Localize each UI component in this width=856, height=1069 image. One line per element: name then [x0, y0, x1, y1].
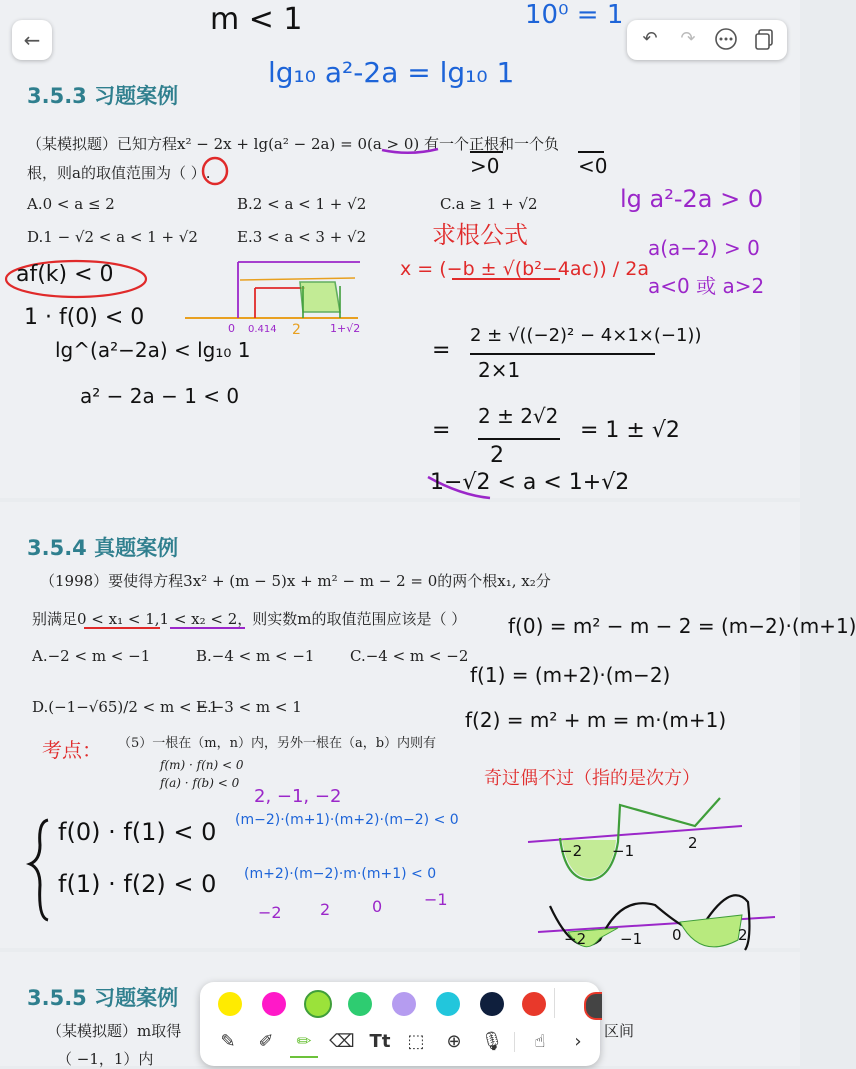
ink-note: −1	[424, 890, 448, 909]
ink-note: f(0) · f(1) < 0	[58, 818, 217, 846]
ink-note: 2, −1, −2	[254, 786, 342, 807]
ink-note: f(1) = (m+2)·(m−2)	[470, 663, 671, 687]
problem-text-tail: 区间	[604, 1022, 635, 1040]
chevron-right-icon[interactable]: ›	[574, 1031, 582, 1052]
graph-label: −2	[560, 842, 583, 860]
option-c: C.−4 < m < −2	[350, 647, 469, 665]
ink-note: 0	[372, 897, 383, 916]
ink-note: =	[432, 418, 451, 443]
option-e: E.−3 < m < 1	[196, 698, 302, 716]
ink-note: f(1) · f(2) < 0	[58, 870, 217, 898]
pen-icon[interactable]: ✎	[220, 1031, 236, 1052]
problem-text: （1998）要使得方程3x² + (m − 5)x + m² − m − 2 = 0的两个根x₁, x₂分	[40, 572, 551, 590]
option-c: C.a ≥ 1 + √2	[440, 195, 538, 213]
arrow-left-icon: ←	[23, 28, 41, 52]
option-a: A.0 < a ≤ 2	[27, 195, 115, 213]
divider	[514, 1032, 515, 1052]
graph-label: 2	[688, 834, 698, 852]
divider	[554, 988, 555, 1018]
problem-text: 别满足0 < x₁ < 1,1 < x₂ < 2，则实数m的取值范围应该是（ ）	[32, 610, 467, 628]
more-icon[interactable]	[713, 27, 739, 55]
ink-note: <0	[578, 154, 608, 178]
ink-note: a(a−2) > 0	[648, 236, 760, 260]
problem-text: （ −1，1）内	[57, 1050, 154, 1068]
axis-label: 0.414	[248, 324, 277, 335]
color-lavender[interactable]	[392, 992, 416, 1016]
ink-note: 2	[490, 443, 504, 468]
color-red[interactable]	[522, 992, 546, 1016]
back-button[interactable]	[12, 20, 52, 60]
add-icon[interactable]: ⊕	[446, 1031, 462, 1052]
ink-note: m < 1	[210, 2, 303, 37]
color-yellow[interactable]	[218, 992, 242, 1016]
redo-icon[interactable]: ↷	[680, 28, 696, 49]
text-icon[interactable]: Tt	[369, 1031, 391, 1052]
ink-note: af(k) < 0	[16, 262, 114, 287]
undo-icon[interactable]: ↶	[642, 28, 658, 49]
graph-label: 2	[738, 926, 748, 944]
eraser-icon[interactable]: ⌫	[329, 1031, 355, 1052]
ink-note: 2×1	[478, 358, 521, 382]
graph-label: −1	[612, 842, 635, 860]
axis-label: 0	[228, 322, 235, 335]
ink-note: 考点：	[42, 738, 102, 762]
ink-note: f(0) = m² − m − 2 = (m−2)·(m+1)	[508, 614, 856, 638]
problem-text: 根，则a的取值范围为（ ）.	[27, 164, 211, 182]
graph-label: 0	[672, 926, 682, 944]
option-b: B.−4 < m < −1	[196, 647, 315, 665]
tip-text: （5）一根在（m，n）内，另外一根在（a，b）内则有	[118, 736, 437, 751]
ink-note: f(2) = m² + m = m·(m+1)	[465, 708, 727, 732]
ink-note: 奇过偶不过（指的是次方）	[484, 768, 700, 789]
ink-note: 求根公式	[432, 221, 528, 249]
ink-note: (m+2)·(m−2)·m·(m+1) < 0	[244, 866, 437, 882]
section-heading: 3.5.3 习题案例	[27, 84, 179, 108]
ink-note: a² − 2a − 1 < 0	[80, 384, 240, 408]
option-d: D.(−1−√65)/2 < m < −1	[32, 698, 219, 716]
ink-note: 10⁰ = 1	[525, 0, 624, 30]
ink-note: a<0 或 a>2	[648, 274, 765, 298]
color-more[interactable]	[584, 992, 602, 1020]
mic-icon[interactable]: 🎙	[480, 1031, 504, 1052]
ink-note: =	[432, 338, 451, 363]
condition-2: f(a) · f(b) < 0	[160, 776, 240, 790]
ink-note: x = (−b ± √(b²−4ac)) / 2a	[400, 258, 649, 280]
option-a: A.−2 < m < −1	[32, 647, 151, 665]
ink-note: 1−√2 < a < 1+√2	[430, 470, 630, 495]
ink-note: >0	[470, 154, 500, 178]
color-lime-selected[interactable]	[304, 990, 332, 1018]
graph-label: −2	[564, 930, 587, 948]
ink-note: lg a²-2a > 0	[620, 185, 764, 213]
condition-1: f(m) · f(n) < 0	[160, 758, 244, 772]
axis-label: 2	[292, 322, 301, 338]
top-toolbar	[627, 20, 787, 60]
ink-note: 2 ± √((−2)² − 4×1×(−1))	[470, 325, 702, 346]
color-navy[interactable]	[480, 992, 504, 1016]
problem-text: （某模拟题）已知方程x² − 2x + lg(a² − 2a) = 0(a > 0) 有一个正根和一个负	[27, 135, 560, 153]
color-cyan[interactable]	[436, 992, 460, 1016]
lasso-icon[interactable]: ⬚	[407, 1031, 425, 1052]
graph-label: −1	[620, 930, 643, 948]
section-heading: 3.5.4 真题案例	[27, 536, 179, 560]
ink-note: (m−2)·(m+1)·(m+2)·(m−2) < 0	[235, 812, 459, 828]
highlighter-icon[interactable]: ✏	[290, 1028, 318, 1058]
ink-note: 2	[320, 900, 331, 919]
ink-note: lg^(a²−2a) < lg₁₀ 1	[55, 338, 251, 362]
color-green[interactable]	[348, 992, 372, 1016]
axis-label: 1+√2	[330, 322, 361, 335]
hand-icon[interactable]: ☝	[534, 1031, 546, 1052]
option-b: B.2 < a < 1 + √2	[237, 195, 367, 213]
pen-toolbar	[200, 982, 600, 1066]
section-heading: 3.5.5 习题案例	[27, 986, 179, 1010]
pages-icon[interactable]	[751, 27, 777, 56]
ink-note: −2	[258, 903, 282, 922]
ink-note: 2 ± 2√2	[478, 404, 559, 428]
option-d: D.1 − √2 < a < 1 + √2	[27, 228, 198, 246]
marker-icon[interactable]: ✐	[258, 1031, 274, 1052]
ink-note: = 1 ± √2	[580, 418, 680, 443]
option-e: E.3 < a < 3 + √2	[237, 228, 367, 246]
ink-note: 1 · f(0) < 0	[24, 305, 145, 330]
problem-text: （某模拟题）m取得	[47, 1022, 182, 1040]
color-magenta[interactable]	[262, 992, 286, 1016]
ink-note: lg₁₀ a²-2a = lg₁₀ 1	[268, 56, 515, 89]
